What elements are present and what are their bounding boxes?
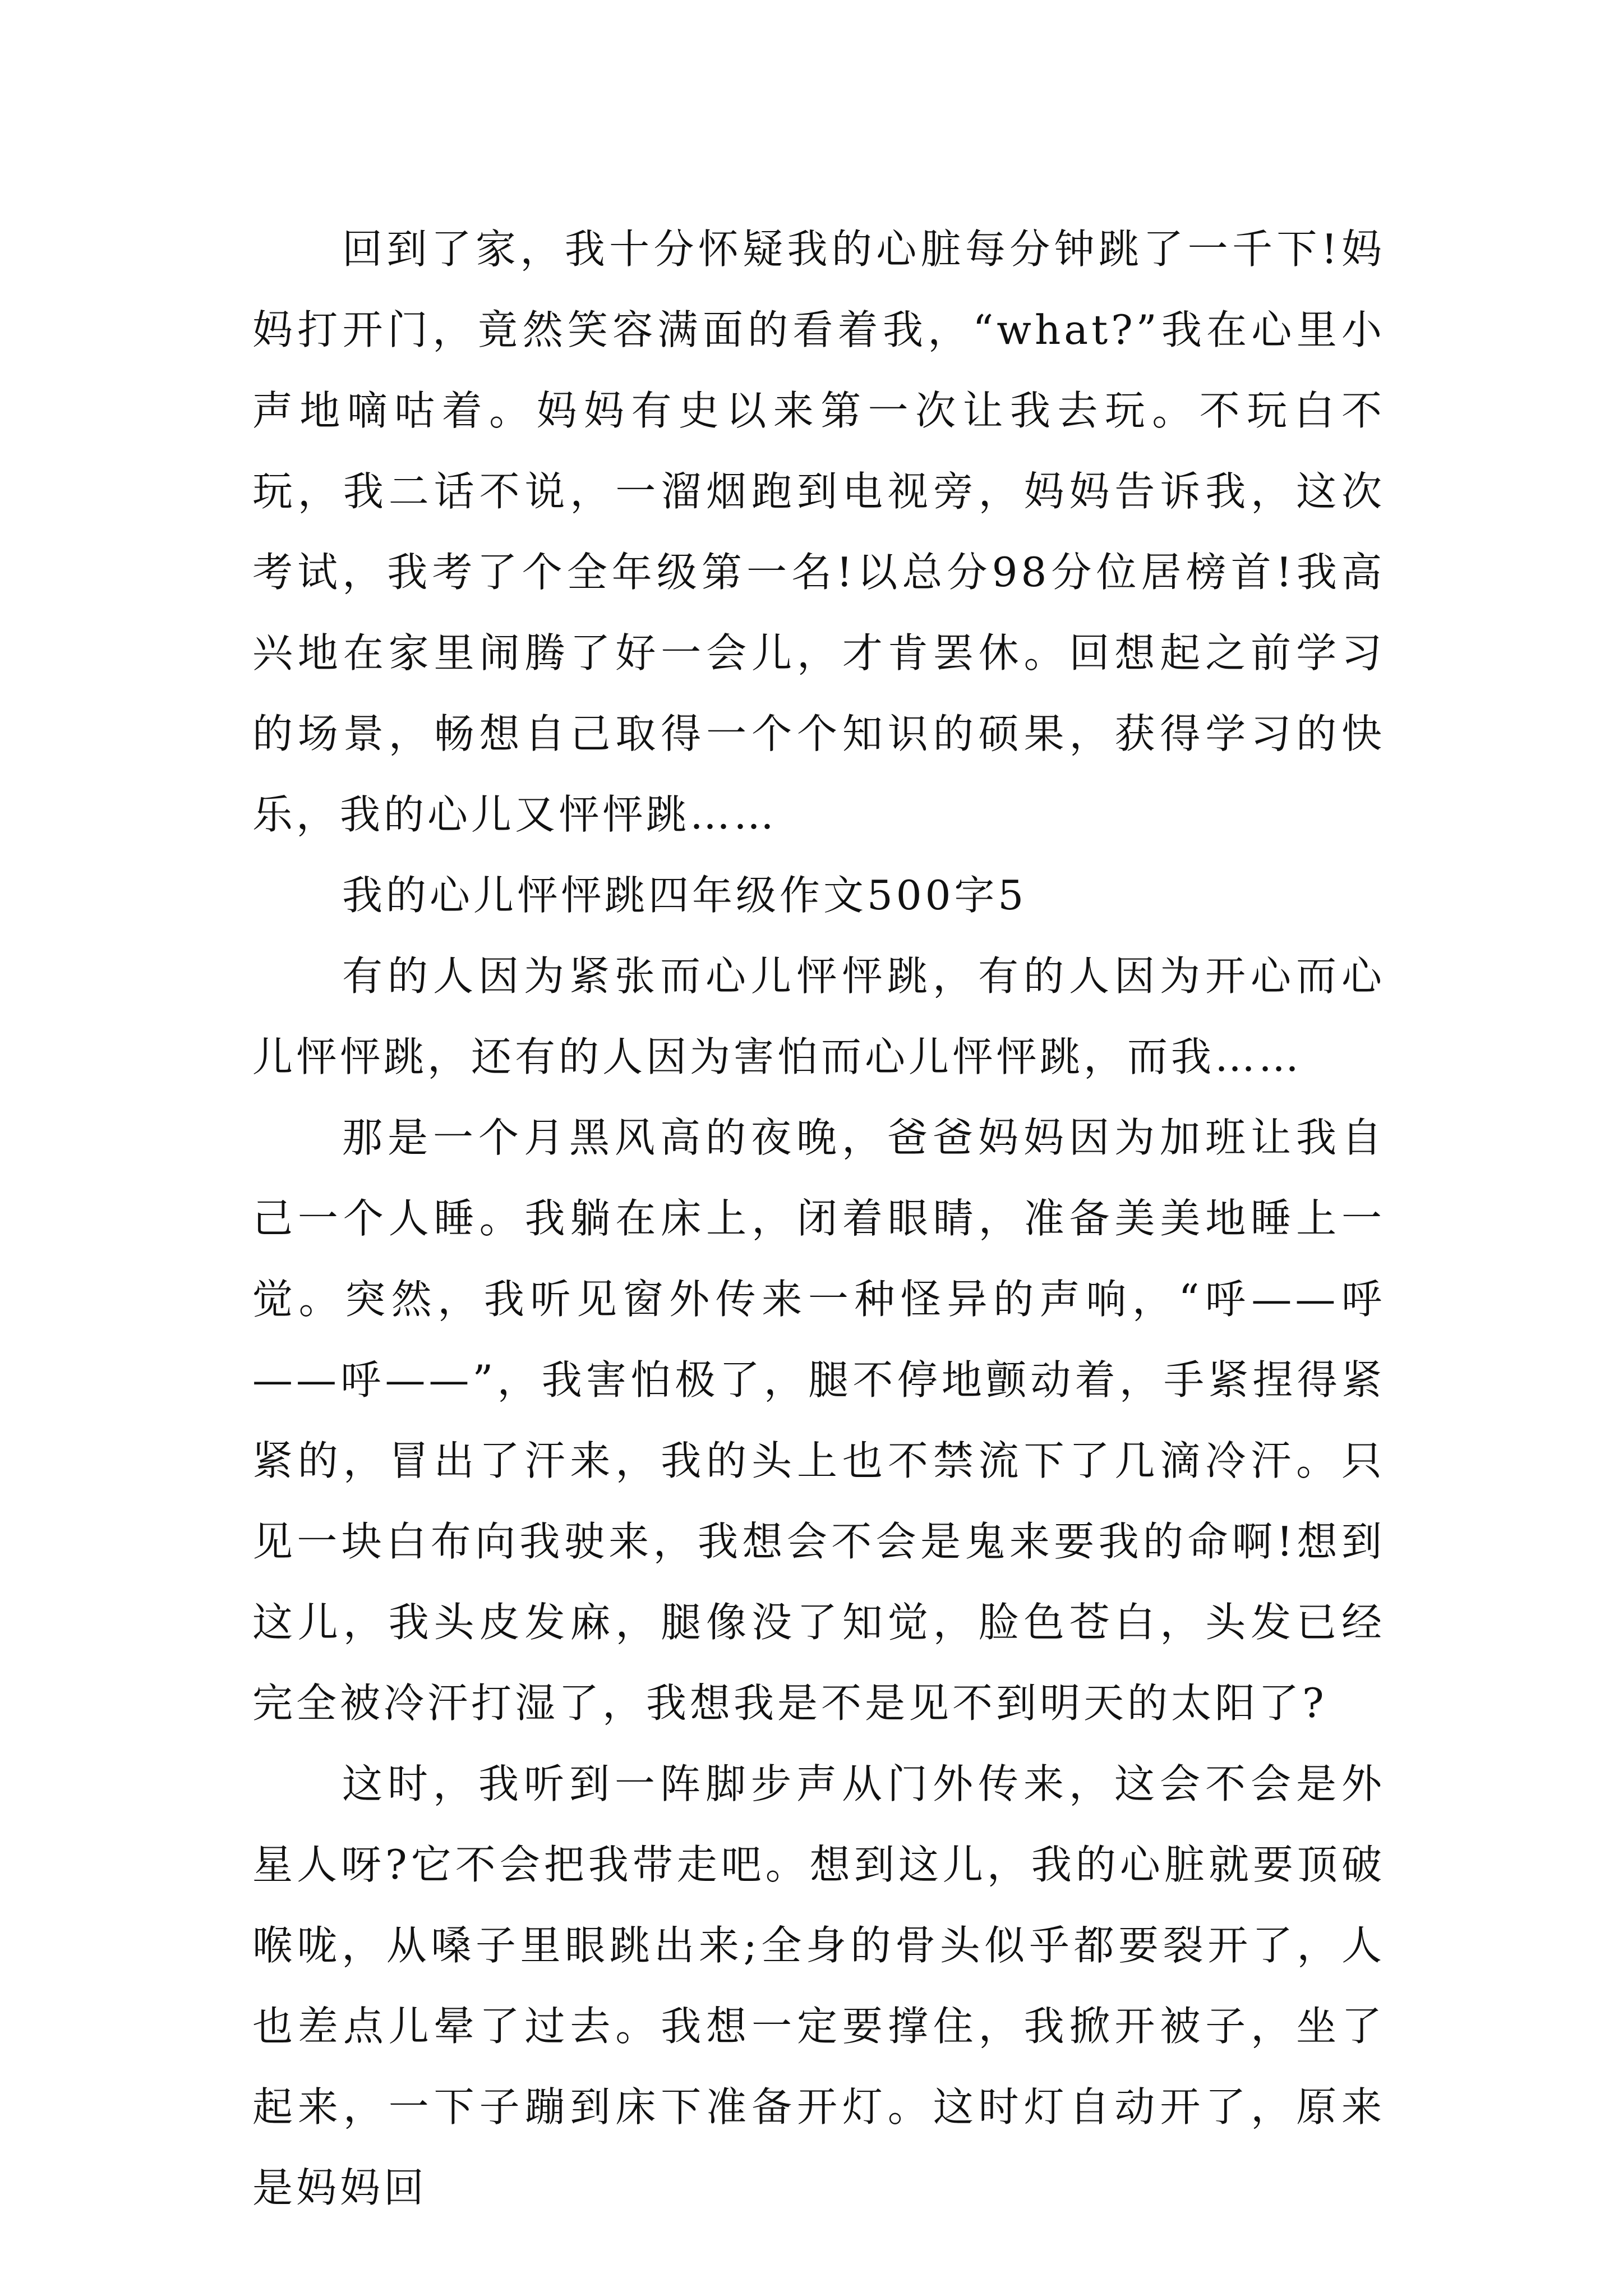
paragraph-1: 回到了家，我十分怀疑我的心脏每分钟跳了一千下!妈妈打开门，竟然笑容满面的看着我，“what?”我在心里小声地嘀咕着。妈妈有史以来第一次让我去玩。不玩白不玩，我二话不说，一溜烟跑到电视旁，妈妈告诉我，这次考试，我考了个全年级第一名!以总分98分位居榜首!我高兴地在家里闹腾了好一会儿，才肯罢休。回想起之前学习的场景，畅想自己取得一个个知识的硕果，获得学习的快乐，我的心儿又怦怦跳…… bbox=[252, 226, 1385, 838]
paragraph-4: 这时，我听到一阵脚步声从门外传来，这会不会是外星人呀?它不会把我带走吧。想到这儿，我的心脏就要顶破喉咙，从嗓子里眼跳出来;全身的骨头似乎都要裂开了，人也差点儿晕了过去。我想一定要撑住，我掀开被子，坐了起来，一下子蹦到床下准备开灯。这时灯自动开了，原来是妈妈回 bbox=[252, 1760, 1385, 2211]
paragraph-3: 那是一个月黑风高的夜晚，爸爸妈妈因为加班让我自己一个人睡。我躺在床上，闭着眼睛，准备美美地睡上一觉。突然，我听见窗外传来一种怪异的声响，“呼——呼——呼——”，我害怕极了，腿不停地颤动着，手紧捏得紧紧的，冒出了汗来，我的头上也不禁流下了几滴冷汗。只见一块白布向我驶来，我想会不会是鬼来要我的命啊!想到这儿，我头皮发麻，腿像没了知觉，脸色苍白，头发已经完全被冷汗打湿了，我想我是不是见不到明天的太阳了? bbox=[252, 1114, 1385, 1727]
paragraph-2: 有的人因为紧张而心儿怦怦跳，有的人因为开心而心儿怦怦跳，还有的人因为害怕而心儿怦怦跳，而我…… bbox=[252, 953, 1385, 1080]
essay-title: 我的心儿怦怦跳四年级作文500字5 bbox=[342, 872, 1027, 919]
essay-text bbox=[252, 209, 1385, 2228]
